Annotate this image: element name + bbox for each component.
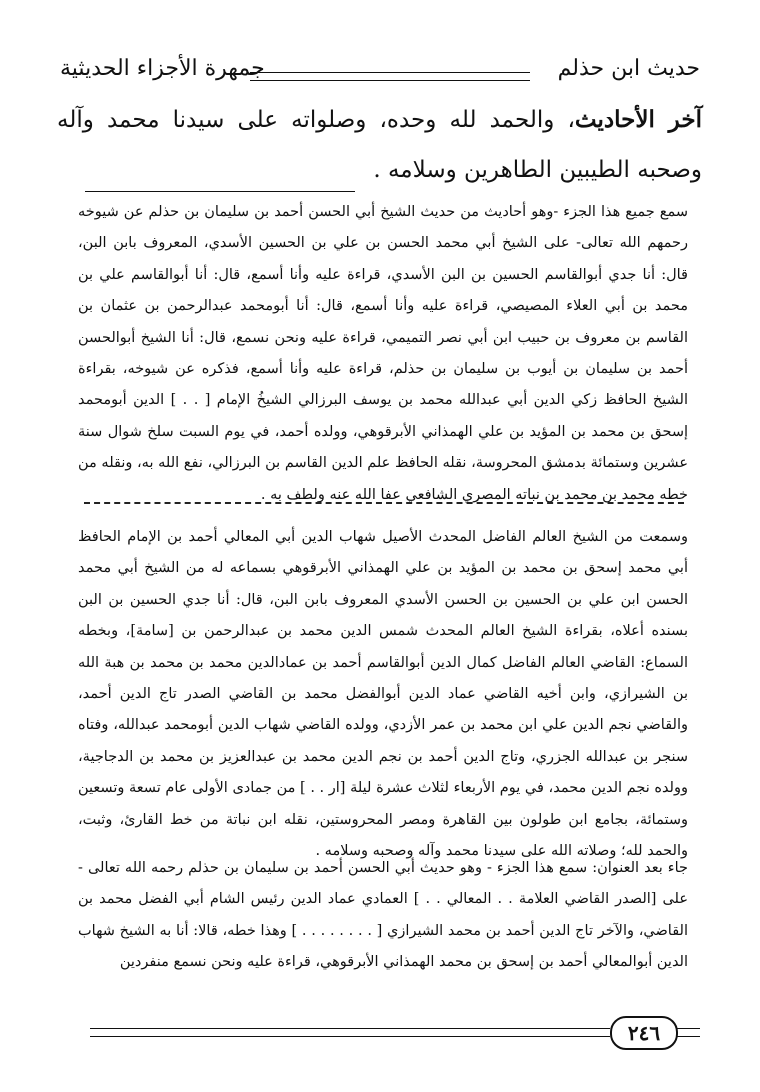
paragraph-sama-3: جاء بعد العنوان: سمع هذا الجزء - وهو حديث أبي الحسن أحمد بن سليمان بن حذلم رحمه الله تعالى - على [الصدر القاضي العلامة . . المعالي . . ] العمادي عماد الدين رئيس الشام أبي الفضل محمد بن القاضي، والآخر تاج الدين أحمد بن محمد الشيرازي [ . . . . . . . . ] وهذا خطه، قالا: أنا به الشيخ شهاب الدين أبوالمعالي أحمد بن إسحق بن محمد الهمذاني الأبرقوهي، قراءة عليه ونحن نسمع منفردين — [78, 860, 688, 971]
paragraph-sama-1: سمع جميع هذا الجزء -وهو أحاديث من حديث الشيخ أبي الحسن أحمد بن سليمان بن حذلم عن شيوخه رحمهم الله تعالى- على الشيخ أبي محمد الحسن بن علي بن الحسين الأسدي، المعروف بابن البن، قال: أنا جدي أبوالقاسم الحسين بن البن الأسدي، قراءة عليه وأنا أسمع، قال: أنا أبوالقاسم علي بن محمد بن أبي العلاء المصيصي، قراءة عليه وأنا أسمع، قال: أنا أبومحمد عبدالرحمن بن عثمان بن القاسم بن معروف بن حبيب ابن أبي نصر التميمي، قراءة عليه ونحن نسمع، قال: أنا الشيخ أبوالحسن أحمد بن سليمان بن أيوب بن سليمان بن حذلم، قراءة عليه وأنا أسمع، فذكره عن شيوخه، بقراءة الشيخ الحافظ زكي الدين أبي عبدالله محمد بن يوسف البرزالي الشيخُ الإمام [ . . ] الدين أبومحمد إسحق بن محمد بن المؤيد بن علي الهمذاني الأبرقوهي، وولده أحمد، في يوم السبت سلخ شوال سنة عشرين وستمائة بدمشق المحروسة، نقله الحافظ علم الدين القاسم بن البرزالي، نفع الله به، ونقله من خطه محمد بن محمد بن نباته المصري الشافعي عفا الله عنه ولطف به . — [78, 204, 688, 503]
footer-double-rule — [90, 1028, 610, 1037]
closing-statement — [57, 95, 702, 195]
running-header — [60, 52, 700, 94]
dashed-separator — [84, 502, 684, 504]
closing-rule — [85, 191, 355, 192]
book-title: جمهرة الأجزاء الحديثية — [60, 56, 265, 81]
closing-bold-lead: آخر الأحاديث — [574, 106, 702, 133]
section-title: حديث ابن حذلم — [557, 56, 700, 81]
page-number: ٢٤٦ — [610, 1016, 678, 1050]
header-double-rule — [250, 72, 530, 81]
footer-double-rule-end — [676, 1028, 700, 1037]
closing-line2: وصحبه الطيبين الطاهرين وسلامه . — [373, 157, 702, 183]
closing-line1-rest: ، والحمد لله وحده، وصلواته على سيدنا محمد وآله — [57, 107, 575, 133]
paragraph-sama-2: وسمعت من الشيخ العالم الفاضل المحدث الأصيل شهاب الدين أبي المعالي أحمد بن الإمام الحافظ أبي محمد إسحق بن محمد بن المؤيد بن علي الهمذاني الأبرقوهي بسماعه له من الشيخ أبي محمد الحسن ابن علي بن الحسين بن الحسن الأسدي المعروف بابن البن، قال: أنا جدي الحسين بن البن بسنده أعلاه، بقراءة الشيخ العالم المحدث شمس الدين محمد بن عبدالرحمن بن [سامة]، وبخطه السماع: القاضي العالم الفاضل كمال الدين أبوالقاسم أحمد بن عمادالدين محمد بن محمد بن هبة الله بن الشيرازي، وابن أخيه القاضي عماد الدين أبوالفضل محمد بن القاضي الصدر تاج الدين أحمد، والقاضي نجم الدين علي ابن محمد بن عمر الأزدي، وولده القاضي شهاب الدين أبومحمد عبدالله، وفتاه سنجر بن عبدالله الجزري، وتاج الدين أحمد بن نجم الدين محمد بن عبدالعزيز بن محمد بن الدجاجية، وولده نجم الدين محمد، في يوم الأربعاء لثلاث عشرة ليلة [ار . . ] من جمادى الأولى عام تسعة وتسعين وستمائة، بجامع ابن طولون بين القاهرة ومصر المحروستين، نقله ابن نباتة من خط القارئ، وثبت، والحمد لله؛ وصلاته الله على سيدنا محمد وآله وصحبه وسلامه . — [78, 529, 688, 860]
